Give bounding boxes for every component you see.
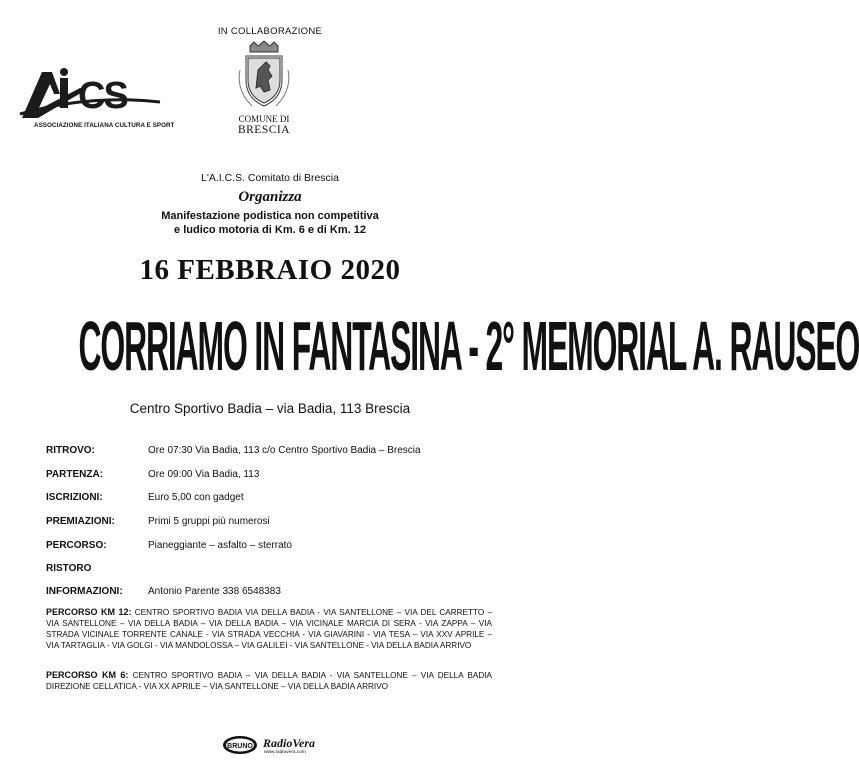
crest-icon [232, 40, 296, 112]
detail-value-premiazioni: Primi 5 gruppi più numerosi [148, 516, 270, 527]
event-description-line1: Manifestazione podistica non competitiva [161, 210, 379, 222]
detail-label-iscrizioni: ISCRIZIONI: [46, 492, 103, 503]
radio-vera-text: RadioVera [263, 736, 316, 750]
detail-value-percorso: Pianeggiante – asfalto – sterrato [148, 540, 292, 551]
radio-vera-logo [262, 736, 318, 758]
comitato-line: L'A.I.C.S. Comitato di Brescia [201, 172, 339, 184]
aics-subtitle: ASSOCIAZIONE ITALIANA CULTURA E SPORT [34, 122, 175, 129]
event-description-line2: e ludico motoria di Km. 6 e di Km. 12 [174, 224, 366, 236]
detail-label-percorso: PERCORSO: [46, 540, 107, 551]
aics-logo-graphic [20, 64, 170, 124]
radio-vera-sub: www.radiovera.com [264, 750, 306, 755]
radio-bruno-icon [222, 734, 258, 756]
detail-value-ritrovo: Ore 07:30 Via Badia, 113 c/o Centro Sportivo Badia – Brescia [148, 445, 421, 456]
route-6-label: PERCORSO KM 6: [46, 670, 129, 680]
venue-line: Centro Sportivo Badia – via Badia, 113 Brescia [129, 401, 411, 416]
radio-bruno-logo [222, 734, 258, 756]
detail-value-partenza: Ore 09:00 Via Badia, 113 [148, 469, 260, 480]
route-12-paragraph [46, 607, 492, 651]
city-label: BRESCIA [237, 124, 291, 136]
route-6-paragraph [46, 670, 492, 692]
collaboration-label: IN COLLABORAZIONE [217, 26, 323, 37]
event-date: 16 FEBBRAIO 2020 [139, 254, 401, 286]
svg-text:BRUNO: BRUNO [227, 743, 253, 750]
detail-value-informazioni: Antonio Parente 338 6548383 [148, 586, 281, 597]
detail-label-ristoro: RISTORO [46, 563, 92, 574]
detail-label-ritrovo: RITROVO: [46, 445, 95, 456]
route-12-text: CENTRO SPORTIVO BADIA VIA DELLA BADIA - VIA SANTELLONE – VIA DEL CARRETTO – VIA SANTELLONE – VIA DELLA BADIA – VIA DELLA BADIA – VIA VICINALE MARCIA DI SERA - VIA ZAPPA – VIA STRADA VICINALE TORRENTE CANALE - VIA STRADA VECCHIA - VIA GIAVARINI - VIA TESA – VIA XXV APRILE – VIA TARTAGLIA - VIA GOLGI - VIA MANDOLOSSA – VIA GALILEI - VIA SANTELLONE - VIA DELLA BADIA ARRIVO [46, 608, 493, 650]
detail-label-informazioni: INFORMAZIONI: [46, 586, 123, 597]
comune-brescia-crest [232, 40, 296, 138]
detail-label-premiazioni: PREMIAZIONI: [46, 516, 115, 527]
detail-label-partenza: PARTENZA: [46, 469, 104, 480]
organizza-heading: Organizza [238, 189, 302, 205]
route-12-label: PERCORSO KM 12: [46, 607, 132, 617]
svg-text:CS: CS [78, 75, 127, 117]
event-title: CORRIAMO IN FANTASINA - 2° MEMORIAL A. RAUSEO [78, 307, 859, 385]
aics-logo [20, 64, 175, 136]
detail-value-iscrizioni: Euro 5,00 con gadget [148, 492, 244, 503]
comune-label: COMUNE DI [238, 114, 290, 124]
route-6-text: CENTRO SPORTIVO BADIA – VIA DELLA BADIA - VIA SANTELLONE – VIA DELLA BADIA DIREZIONE CELLATICA - VIA XX APRILE – VIA SANTELLONE – VIA DELLA BADIA ARRIVO [46, 671, 492, 691]
